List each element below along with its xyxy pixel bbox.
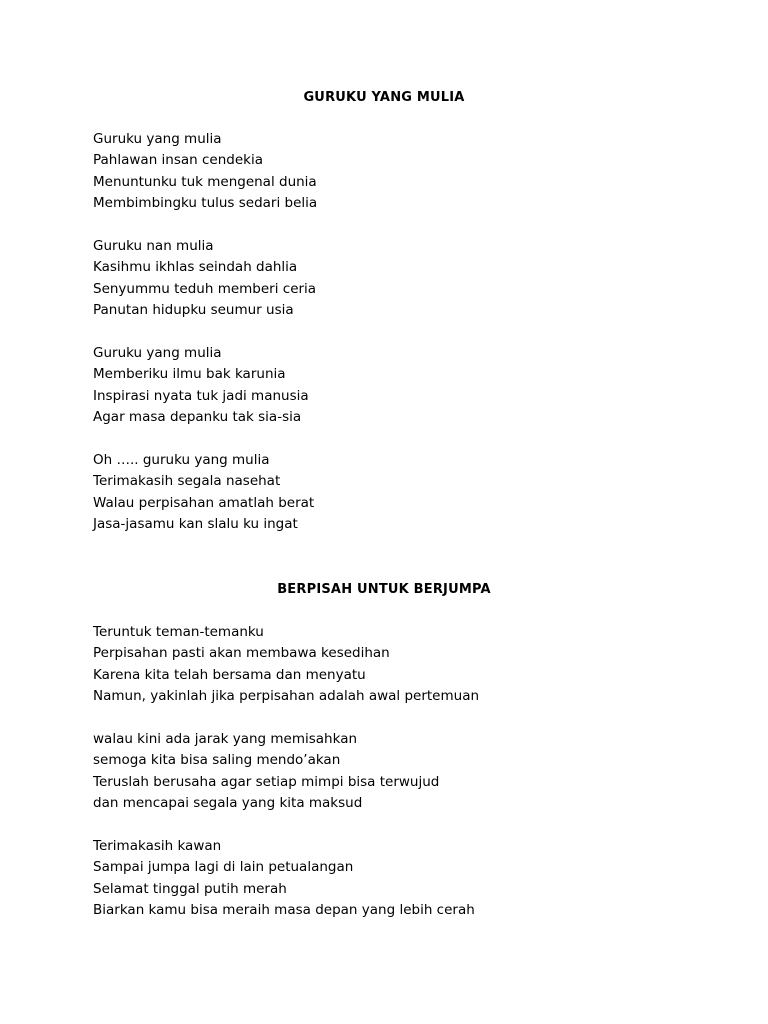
poem-line: Kasihmu ikhlas seindah dahlia xyxy=(93,259,298,276)
poem-line: Jasa-jasamu kan slalu ku ingat xyxy=(93,516,298,533)
poem-line: semoga kita bisa saling mendo’akan xyxy=(93,752,341,769)
poem-line: Pahlawan insan cendekia xyxy=(93,152,264,169)
stanza xyxy=(93,236,693,322)
poem-line: Guruku yang mulia xyxy=(93,131,222,147)
poem-line: Inspirasi nyata tuk jadi manusia xyxy=(93,387,309,404)
stanza xyxy=(93,836,693,922)
poem-line: Menuntunku tuk mengenal dunia xyxy=(93,173,317,190)
poem-line: Terimakasih kawan xyxy=(93,838,222,855)
poem-body xyxy=(93,622,693,922)
poem-line: dan mencapai segala yang kita maksud xyxy=(93,795,363,812)
poem-title: GURUKU YANG MULIA xyxy=(303,90,465,105)
poem-line: walau kini ada jarak yang memisahkan xyxy=(93,731,358,748)
poem-line: Membimbingku tulus sedari belia xyxy=(93,195,318,212)
stanza xyxy=(93,729,693,815)
poem-line: Teruntuk teman-temanku xyxy=(93,624,264,640)
poem-line: Terimakasih segala nasehat xyxy=(93,473,281,490)
poem-line: Sampai jumpa lagi di lain petualangan xyxy=(93,859,354,876)
poem-line: Panutan hidupku seumur usia xyxy=(93,302,294,319)
poem-line: Teruslah berusaha agar setiap mimpi bisa terwujud xyxy=(93,773,440,790)
poem-line: Oh ….. guruku yang mulia xyxy=(93,452,270,469)
stanza xyxy=(93,129,693,215)
poem-line: Namun, yakinlah jika perpisahan adalah awal pertemuan xyxy=(93,688,480,705)
poem-body xyxy=(93,129,693,536)
poem-line: Senyummu teduh memberi ceria xyxy=(93,280,317,297)
stanza xyxy=(93,450,693,536)
stanza xyxy=(93,343,693,429)
poem-line: Selamat tinggal putih merah xyxy=(93,880,287,897)
poem-line: Memberiku ilmu bak karunia xyxy=(93,366,286,383)
poem-line: Guruku nan mulia xyxy=(93,238,214,255)
poem-line: Guruku yang mulia xyxy=(93,345,222,362)
poem-line: Walau perpisahan amatlah berat xyxy=(93,494,315,511)
poem-title: BERPISAH UNTUK BERJUMPA xyxy=(277,582,491,597)
stanza xyxy=(93,622,693,708)
poem-line: Agar masa depanku tak sia-sia xyxy=(93,409,302,426)
poem-line: Karena kita telah bersama dan menyatu xyxy=(93,666,366,683)
poem-line: Biarkan kamu bisa meraih masa depan yang lebih cerah xyxy=(93,902,475,919)
poem-line: Perpisahan pasti akan membawa kesedihan xyxy=(93,645,390,662)
